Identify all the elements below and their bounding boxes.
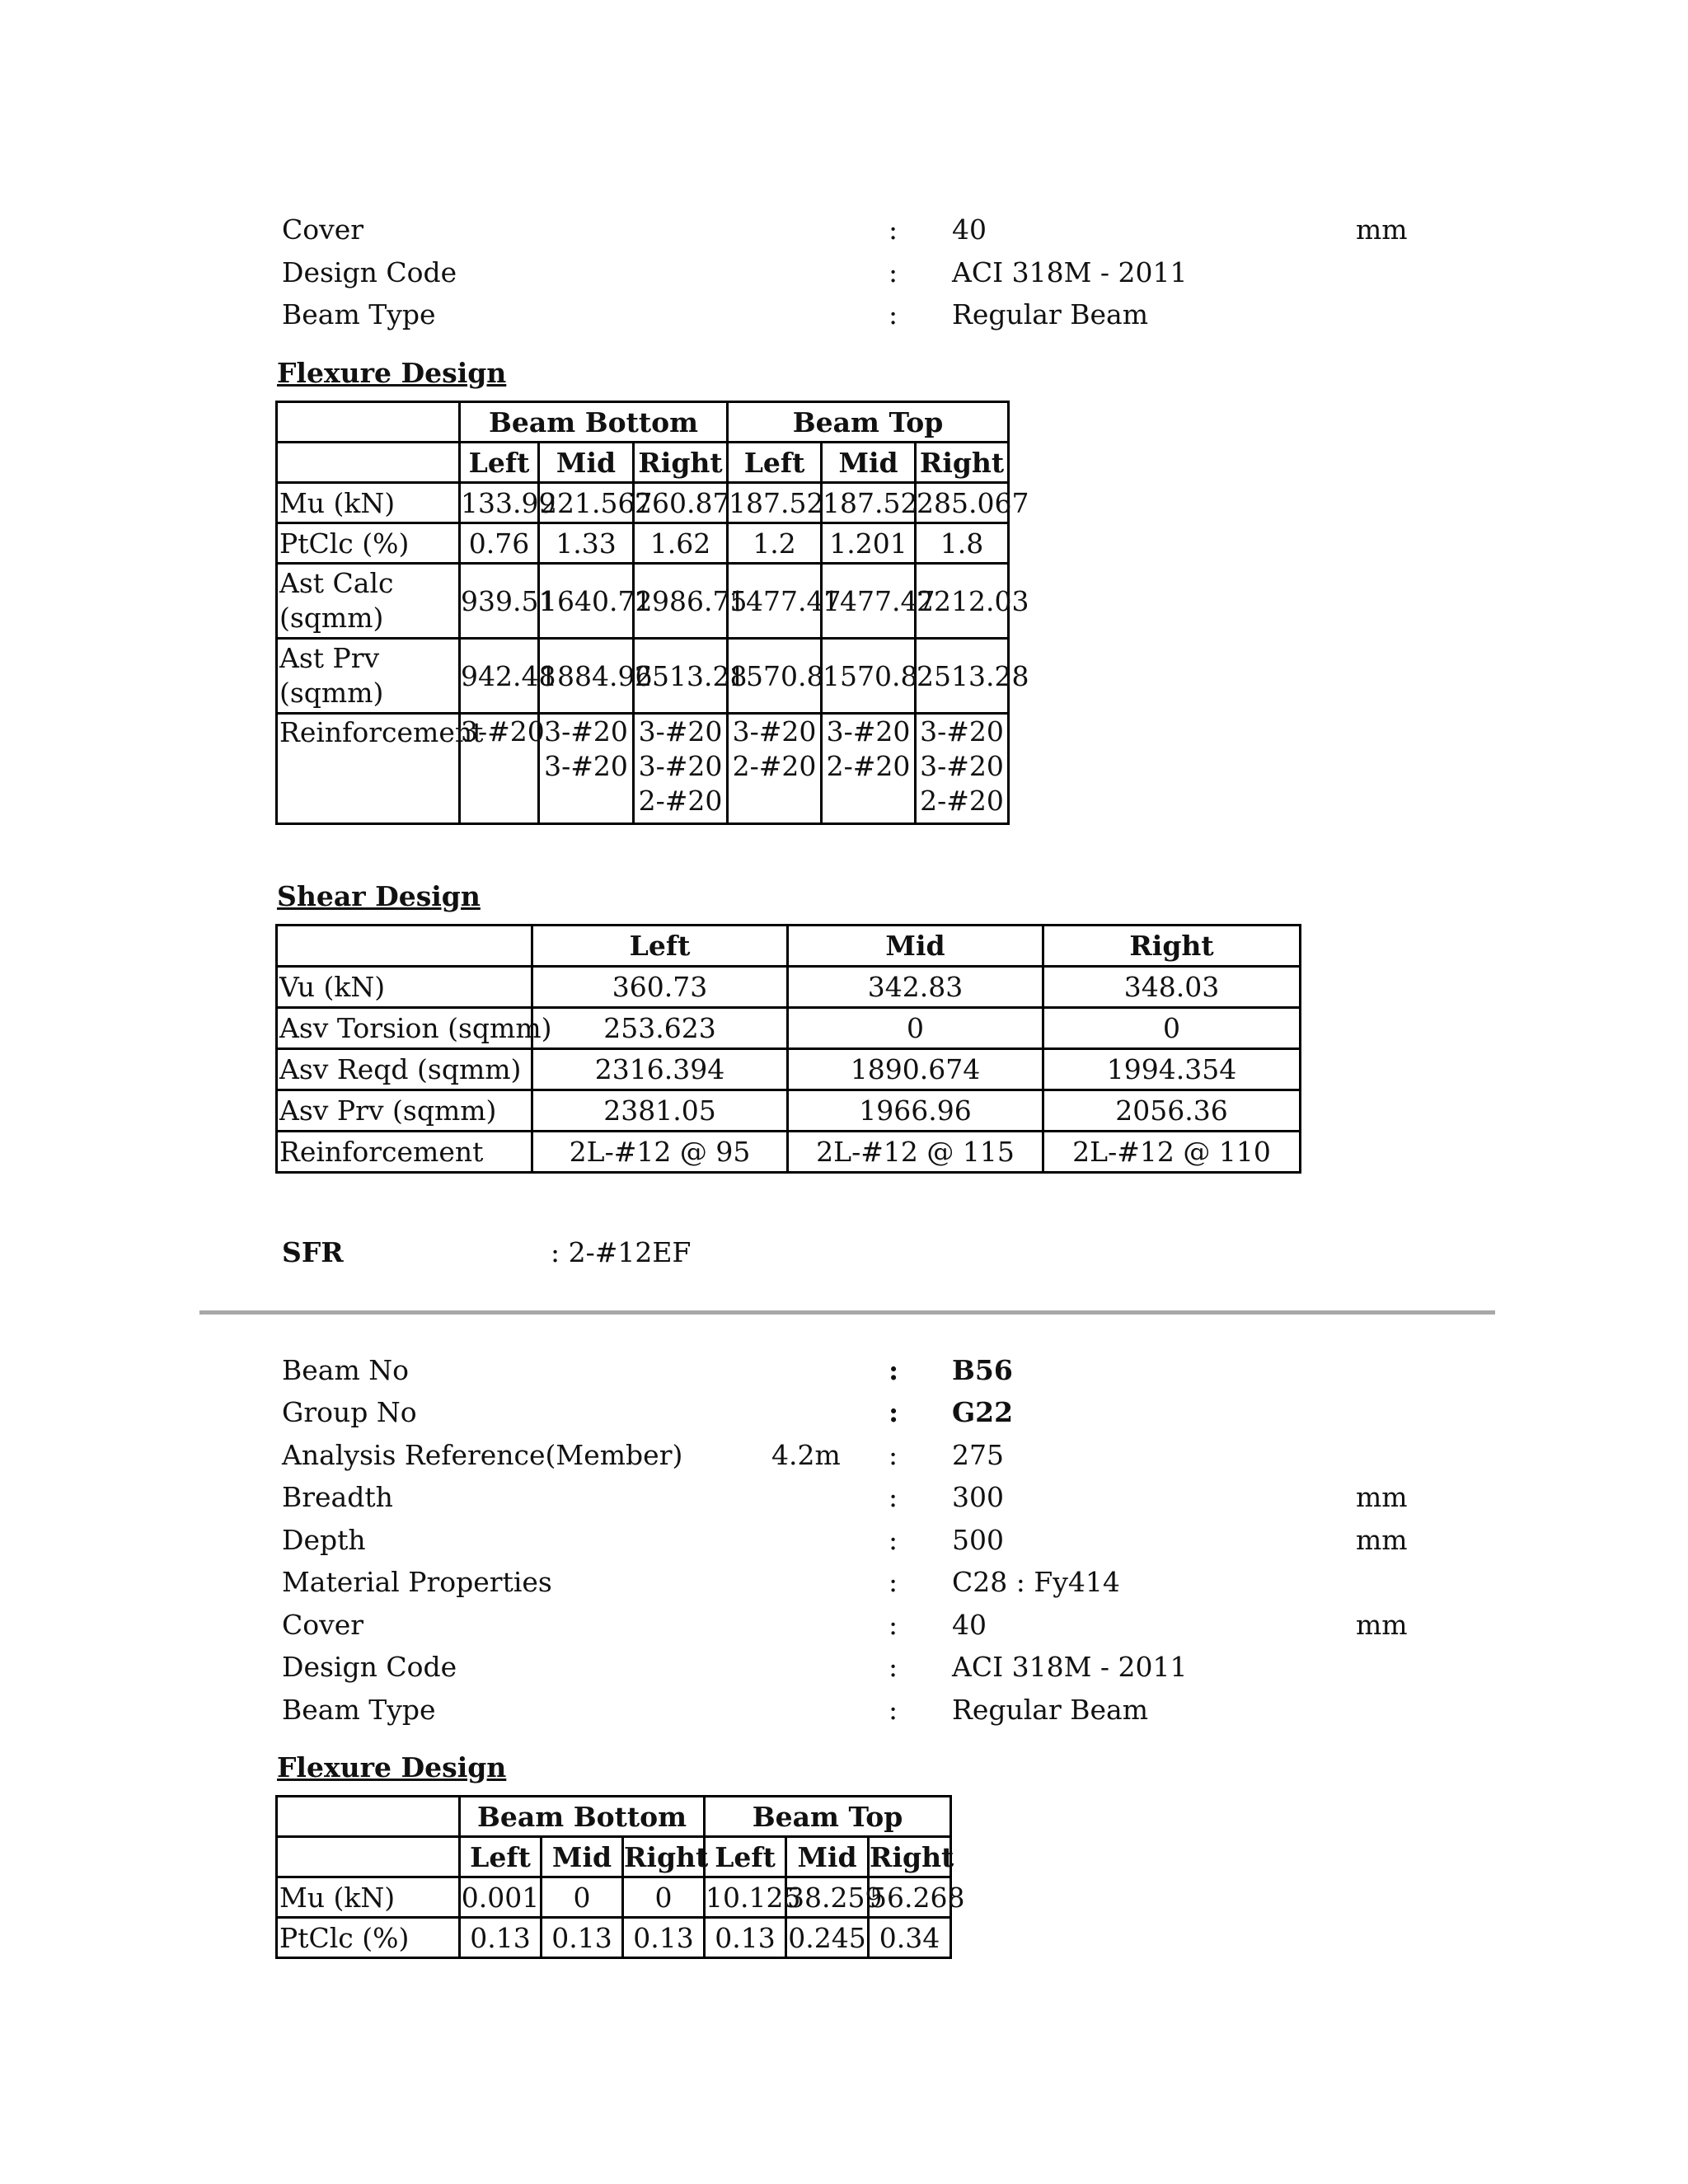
table-row — [277, 967, 1301, 1008]
table-cell: 1570.8 — [822, 639, 916, 714]
table-cell: 0.001 — [460, 1877, 542, 1918]
prop-value-design-code: ACI 318M - 2011 — [952, 1651, 1188, 1683]
table-cell: 260.87 — [634, 483, 728, 523]
table-row — [277, 1132, 1301, 1173]
row-label: Ast Prv (sqmm) — [277, 639, 460, 714]
row-label: Reinforcement — [277, 1132, 532, 1173]
table-cell: 0.34 — [869, 1918, 951, 1958]
table-cell: 187.52 — [822, 483, 916, 523]
table-row — [277, 639, 1009, 714]
table-cell: 2381.05 — [532, 1090, 788, 1132]
table-cell: 1994.354 — [1043, 1049, 1301, 1090]
column-header: Right — [623, 1837, 705, 1877]
prop-label-analysis-reference: Analysis Reference(Member) — [282, 1439, 683, 1471]
table-cell: 2212.03 — [916, 564, 1009, 639]
table-header-row — [277, 402, 1009, 443]
table-cell — [822, 714, 916, 824]
prop-label-material-properties: Material Properties — [282, 1566, 552, 1598]
prop-value-beam-type: Regular Beam — [952, 1694, 1148, 1726]
flexure-design-heading: Flexure Design — [277, 1751, 507, 1783]
table-cell: 1.62 — [634, 523, 728, 564]
table-row — [277, 714, 1009, 824]
prop-colon: : — [889, 256, 898, 288]
table-cell — [634, 714, 728, 824]
table-cell: 360.73 — [532, 967, 788, 1008]
row-label: Ast Calc (sqmm) — [277, 564, 460, 639]
prop-value-beam-type: Regular Beam — [952, 298, 1148, 330]
prop-value-breadth: 300 — [952, 1481, 1004, 1513]
table-corner — [277, 443, 460, 483]
table-cell: 0.245 — [786, 1918, 869, 1958]
table-cell — [916, 714, 1009, 824]
table-cell: 221.567 — [539, 483, 634, 523]
prop-colon: : — [889, 213, 898, 246]
table-row — [277, 1049, 1301, 1090]
group-header-beam-bottom: Beam Bottom — [460, 1797, 705, 1837]
prop-unit-breadth: mm — [1356, 1481, 1408, 1513]
shear-design-heading: Shear Design — [277, 880, 481, 912]
table-cell: 342.83 — [788, 967, 1043, 1008]
table-cell: 1570.8 — [728, 639, 822, 714]
prop-value-cover: 40 — [952, 1609, 987, 1641]
table-cell: 1986.75 — [634, 564, 728, 639]
prop-colon: : — [889, 298, 898, 330]
table-cell: 10.125 — [705, 1877, 786, 1918]
row-label: PtClc (%) — [277, 1918, 460, 1958]
prop-label-group-no: Group No — [282, 1396, 417, 1428]
prop-label-beam-no: Beam No — [282, 1354, 409, 1386]
table-cell: 2316.394 — [532, 1049, 788, 1090]
prop-colon: : — [889, 1354, 899, 1386]
prop-colon: : — [889, 1396, 899, 1428]
table-corner — [277, 402, 460, 443]
table-corner — [277, 926, 532, 967]
column-header: Right — [1043, 926, 1301, 967]
prop-label-design-code: Design Code — [282, 256, 457, 288]
table-cell: 285.067 — [916, 483, 1009, 523]
column-header: Left — [460, 443, 539, 483]
table-cell: 1890.674 — [788, 1049, 1043, 1090]
table-cell: 1.8 — [916, 523, 1009, 564]
reinforcement-line: 3-#20 — [638, 715, 723, 748]
column-header: Left — [532, 926, 788, 967]
group-header-beam-top: Beam Top — [728, 402, 1009, 443]
group-header-beam-top: Beam Top — [705, 1797, 951, 1837]
table-cell: 133.99 — [460, 483, 539, 523]
reinforcement-line: 3-#20 — [732, 715, 817, 748]
reinforcement-line: 3-#20 — [544, 750, 628, 782]
row-label: Vu (kN) — [277, 967, 532, 1008]
reinforcement-line: 2-#20 — [638, 785, 723, 817]
table-cell — [460, 714, 545, 824]
table-cell: 1477.47 — [728, 564, 822, 639]
reinforcement-line: 3-#20 — [920, 715, 1004, 748]
table-cell: 2513.28 — [916, 639, 1009, 714]
table-cell: 56.268 — [869, 1877, 951, 1918]
sfr-label: SFR — [282, 1236, 344, 1268]
reinforcement-line: 2-#20 — [826, 750, 911, 782]
table-cell: 1640.72 — [539, 564, 634, 639]
row-label: Mu (kN) — [277, 1877, 460, 1918]
table-cell: 0 — [1043, 1008, 1301, 1049]
table-cell: 2L-#12 @ 115 — [788, 1132, 1043, 1173]
table-cell: 0 — [542, 1877, 623, 1918]
table-cell: 942.48 — [460, 639, 539, 714]
column-header: Mid — [539, 443, 634, 483]
section-divider — [199, 1310, 1495, 1315]
prop-unit-cover: mm — [1356, 1609, 1408, 1641]
table-corner — [277, 1837, 460, 1877]
table-header-row — [277, 1797, 951, 1837]
table-cell: 0 — [788, 1008, 1043, 1049]
reinforcement-line: 3-#20 — [638, 750, 723, 782]
prop-label-beam-type: Beam Type — [282, 1694, 436, 1726]
table-cell: 1884.96 — [539, 639, 634, 714]
flexure-design-table-2 — [275, 1795, 965, 1959]
reinforcement-line: 3-#20 — [920, 750, 1004, 782]
table-cell: 2L-#12 @ 95 — [532, 1132, 788, 1173]
prop-colon: : — [889, 1524, 898, 1556]
table-cell: 2056.36 — [1043, 1090, 1301, 1132]
table-row — [277, 523, 1009, 564]
row-label: Asv Prv (sqmm) — [277, 1090, 532, 1132]
flexure-design-heading: Flexure Design — [277, 357, 507, 389]
reinforcement-line: 2-#20 — [920, 785, 1004, 817]
column-header: Left — [728, 443, 822, 483]
table-cell: 0.76 — [460, 523, 539, 564]
table-cell: 0.13 — [460, 1918, 542, 1958]
row-label: Asv Reqd (sqmm) — [277, 1049, 532, 1090]
flexure-design-table — [275, 401, 1029, 825]
prop-unit-cover: mm — [1356, 213, 1408, 246]
table-subheader-row — [277, 1837, 951, 1877]
column-header: Mid — [822, 443, 916, 483]
table-corner — [277, 1797, 460, 1837]
table-cell: 1.2 — [728, 523, 822, 564]
reinforcement-line: 2-#20 — [732, 750, 817, 782]
table-cell — [728, 714, 822, 824]
table-cell: 348.03 — [1043, 967, 1301, 1008]
column-header: Mid — [542, 1837, 623, 1877]
table-cell: 0.13 — [623, 1918, 705, 1958]
table-row — [277, 1877, 951, 1918]
table-header-row — [277, 926, 1301, 967]
prop-value-analysis-reference: 275 — [952, 1439, 1004, 1471]
table-cell: 0.13 — [542, 1918, 623, 1958]
column-header: Mid — [788, 926, 1043, 967]
column-header: Right — [634, 443, 728, 483]
table-cell: 1477.47 — [822, 564, 916, 639]
table-cell: 0.13 — [705, 1918, 786, 1958]
reinforcement-line: 3-#20 — [461, 715, 545, 748]
prop-value-material-properties: C28 : Fy414 — [952, 1566, 1120, 1598]
table-cell: 939.51 — [460, 564, 539, 639]
prop-colon: : — [889, 1566, 898, 1598]
table-row — [277, 483, 1009, 523]
table-cell: 253.623 — [532, 1008, 788, 1049]
table-row — [277, 1090, 1301, 1132]
prop-value-depth: 500 — [952, 1524, 1004, 1556]
prop-label-design-code: Design Code — [282, 1651, 457, 1683]
prop-label-cover: Cover — [282, 1609, 364, 1641]
prop-colon: : — [889, 1439, 898, 1471]
prop-label-depth: Depth — [282, 1524, 366, 1556]
prop-label-breadth: Breadth — [282, 1481, 393, 1513]
row-label: Reinforcement — [277, 714, 460, 824]
column-header: Left — [460, 1837, 542, 1877]
table-cell: 2513.28 — [634, 639, 728, 714]
row-label: Asv Torsion (sqmm) — [277, 1008, 532, 1049]
prop-colon: : — [889, 1694, 898, 1726]
prop-value-group-no: G22 — [952, 1396, 1014, 1428]
prop-length: 4.2m — [771, 1439, 841, 1471]
reinforcement-line: 3-#20 — [826, 715, 911, 748]
prop-value-beam-no: B56 — [952, 1354, 1013, 1386]
group-header-beam-bottom: Beam Bottom — [460, 402, 728, 443]
column-header: Right — [916, 443, 1009, 483]
reinforcement-line: 3-#20 — [544, 715, 628, 748]
table-row — [277, 564, 1009, 639]
table-cell: 1966.96 — [788, 1090, 1043, 1132]
row-label: Mu (kN) — [277, 483, 460, 523]
column-header: Mid — [786, 1837, 869, 1877]
column-header: Right — [869, 1837, 951, 1877]
prop-value-cover: 40 — [952, 213, 987, 246]
prop-value-design-code: ACI 318M - 2011 — [952, 256, 1188, 288]
prop-colon: : — [889, 1481, 898, 1513]
table-cell: 2L-#12 @ 110 — [1043, 1132, 1301, 1173]
table-subheader-row — [277, 443, 1009, 483]
prop-unit-depth: mm — [1356, 1524, 1408, 1556]
column-header: Left — [705, 1837, 786, 1877]
table-cell: 1.33 — [539, 523, 634, 564]
row-label: PtClc (%) — [277, 523, 460, 564]
prop-label-beam-type: Beam Type — [282, 298, 436, 330]
sfr-value: : 2-#12EF — [551, 1236, 692, 1268]
table-cell — [539, 714, 634, 824]
table-row — [277, 1918, 951, 1958]
shear-design-table — [275, 924, 1301, 1174]
table-row — [277, 1008, 1301, 1049]
table-cell: 0 — [623, 1877, 705, 1918]
prop-label-cover: Cover — [282, 213, 364, 246]
table-cell: 1.201 — [822, 523, 916, 564]
table-cell: 187.52 — [728, 483, 822, 523]
prop-colon: : — [889, 1609, 898, 1641]
table-cell: 38.259 — [786, 1877, 869, 1918]
prop-colon: : — [889, 1651, 898, 1683]
